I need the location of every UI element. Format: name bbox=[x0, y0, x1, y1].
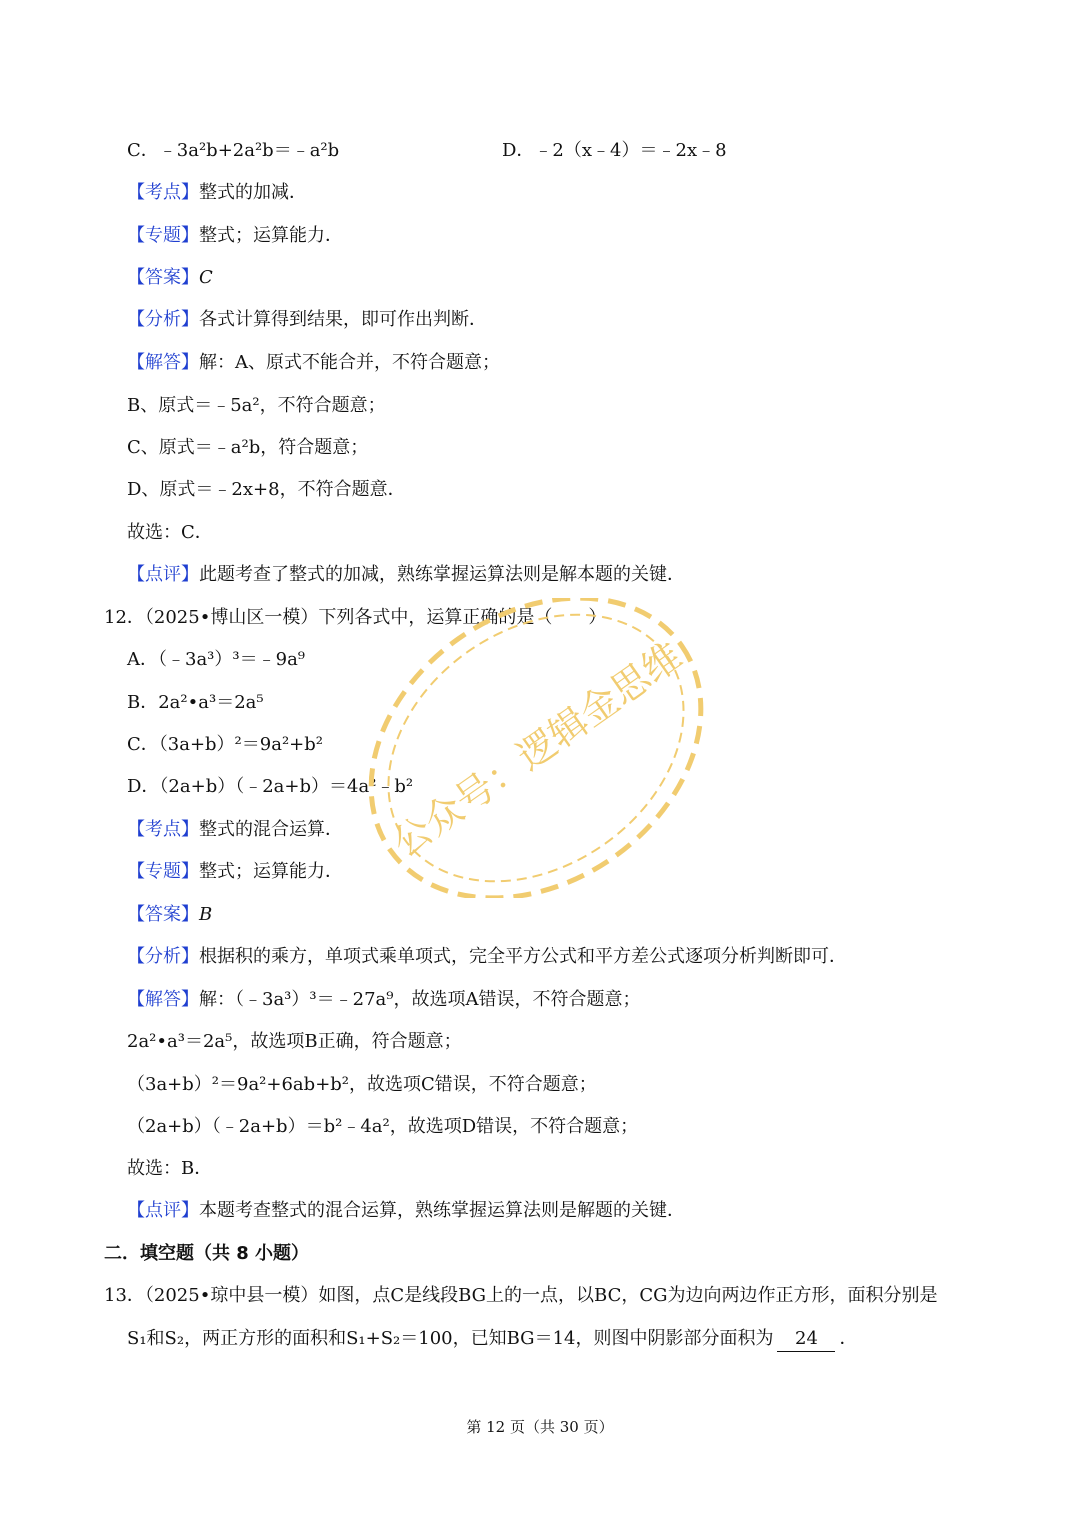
q12-option-c: C．（3a+b）²＝9a²+b² bbox=[127, 734, 323, 755]
q11-step-c: C、原式＝﹣a²b，符合题意； bbox=[127, 437, 369, 458]
jieda-tag: 【解答】 bbox=[127, 352, 199, 373]
q12-zhuanti-row bbox=[127, 860, 343, 884]
watermark-ring-outer bbox=[336, 598, 736, 898]
kaodian-text: 整式的加减． bbox=[199, 182, 307, 203]
fenxi-tag: 【分析】 bbox=[127, 309, 199, 330]
q12-daan-row bbox=[127, 903, 212, 927]
jieda-text: 解：（﹣3a³）³＝﹣27a⁹，故选项A错误，不符合题意； bbox=[199, 989, 641, 1010]
q11-option-d: D．﹣2（x﹣4）＝﹣2x﹣8 bbox=[502, 140, 727, 161]
kaodian-tag: 【考点】 bbox=[127, 819, 199, 840]
q12-choose: 故选：B． bbox=[127, 1158, 213, 1179]
q12-kaodian-row bbox=[127, 818, 343, 842]
q13-answer-blank: 24 bbox=[777, 1327, 835, 1352]
kaodian-text: 整式的混合运算． bbox=[199, 819, 343, 840]
q11-daan-row bbox=[127, 266, 213, 290]
q13-stem-line1: 13．（2025•琼中县一模）如图，点C是线段BG上的一点，以BC，CG为边向两边作正方形，面积分别是 bbox=[104, 1285, 938, 1306]
daan-text: B bbox=[199, 904, 213, 925]
zhuanti-text: 整式；运算能力． bbox=[199, 225, 343, 246]
jieda-text: 解：A、原式不能合并，不符合题意； bbox=[199, 352, 500, 373]
dianping-text: 此题考查了整式的加减，熟练掌握运算法则是解本题的关键． bbox=[199, 564, 685, 585]
q12-jieda-row bbox=[127, 988, 640, 1012]
q12-option-a: A．（﹣3a³）³＝﹣9a⁹ bbox=[127, 649, 306, 670]
fenxi-tag: 【分析】 bbox=[127, 946, 199, 967]
dianping-text: 本题考查整式的混合运算，熟练掌握运算法则是解题的关键． bbox=[199, 1200, 685, 1221]
daan-text: C bbox=[199, 267, 213, 288]
q12-dianping-row bbox=[127, 1199, 685, 1223]
q12-stem: 12．（2025•博山区一模）下列各式中，运算正确的是（ ） bbox=[104, 607, 607, 628]
dianping-tag: 【点评】 bbox=[127, 564, 199, 585]
q11-option-c: C．﹣3a²b+2a²b＝﹣a²b bbox=[127, 140, 340, 161]
watermark-ring-inner bbox=[337, 598, 734, 898]
q11-dianping-row bbox=[127, 563, 685, 587]
q12-step-d: （2a+b）（﹣2a+b）＝b²﹣4a²，故选项D错误，不符合题意； bbox=[127, 1116, 639, 1137]
jieda-tag: 【解答】 bbox=[127, 989, 199, 1010]
q12-option-b: B．2a²•a³＝2a⁵ bbox=[127, 692, 264, 713]
fenxi-text: 各式计算得到结果，即可作出判断． bbox=[199, 309, 487, 330]
section-heading: 二．填空题（共 8 小题） bbox=[104, 1243, 310, 1264]
q11-kaodian-row bbox=[127, 181, 307, 205]
q11-zhuanti-row bbox=[127, 224, 343, 248]
q13-stem-line2-row bbox=[127, 1327, 857, 1352]
q12-step-b: 2a²•a³＝2a⁵，故选项B正确，符合题意； bbox=[127, 1031, 462, 1052]
q12-option-d: D．（2a+b）（﹣2a+b）＝4a²﹣b² bbox=[127, 776, 414, 797]
q11-step-d: D、原式＝﹣2x+8，不符合题意． bbox=[127, 479, 406, 500]
q12-step-c: （3a+b）²＝9a²+6ab+b²，故选项C错误，不符合题意； bbox=[127, 1074, 597, 1095]
kaodian-tag: 【考点】 bbox=[127, 182, 199, 203]
q11-jieda-row bbox=[127, 351, 500, 375]
dianping-tag: 【点评】 bbox=[127, 1200, 199, 1221]
watermark-text: 公众号：逻辑金思维 bbox=[384, 633, 690, 866]
q13-stem-line2: S₁和S₂，两正方形的面积和S₁+S₂＝100，已知BG＝14，则图中阴影部分面积为 bbox=[127, 1328, 774, 1349]
daan-tag: 【答案】 bbox=[127, 267, 199, 288]
q13-period: ． bbox=[839, 1328, 858, 1349]
fenxi-text: 根据积的乘方，单项式乘单项式，完全平方公式和平方差公式逐项分析判断即可． bbox=[199, 946, 847, 967]
page-footer: 第 12 页（共 30 页） bbox=[466, 1418, 614, 1436]
zhuanti-text: 整式；运算能力． bbox=[199, 861, 343, 882]
q11-step-b: B、原式＝﹣5a²，不符合题意； bbox=[127, 395, 386, 416]
watermark-stamp bbox=[336, 598, 736, 898]
q11-choose: 故选：C． bbox=[127, 522, 213, 543]
q11-fenxi-row bbox=[127, 308, 487, 332]
daan-tag: 【答案】 bbox=[127, 904, 199, 925]
zhuanti-tag: 【专题】 bbox=[127, 861, 199, 882]
q12-fenxi-row bbox=[127, 945, 847, 969]
zhuanti-tag: 【专题】 bbox=[127, 225, 199, 246]
